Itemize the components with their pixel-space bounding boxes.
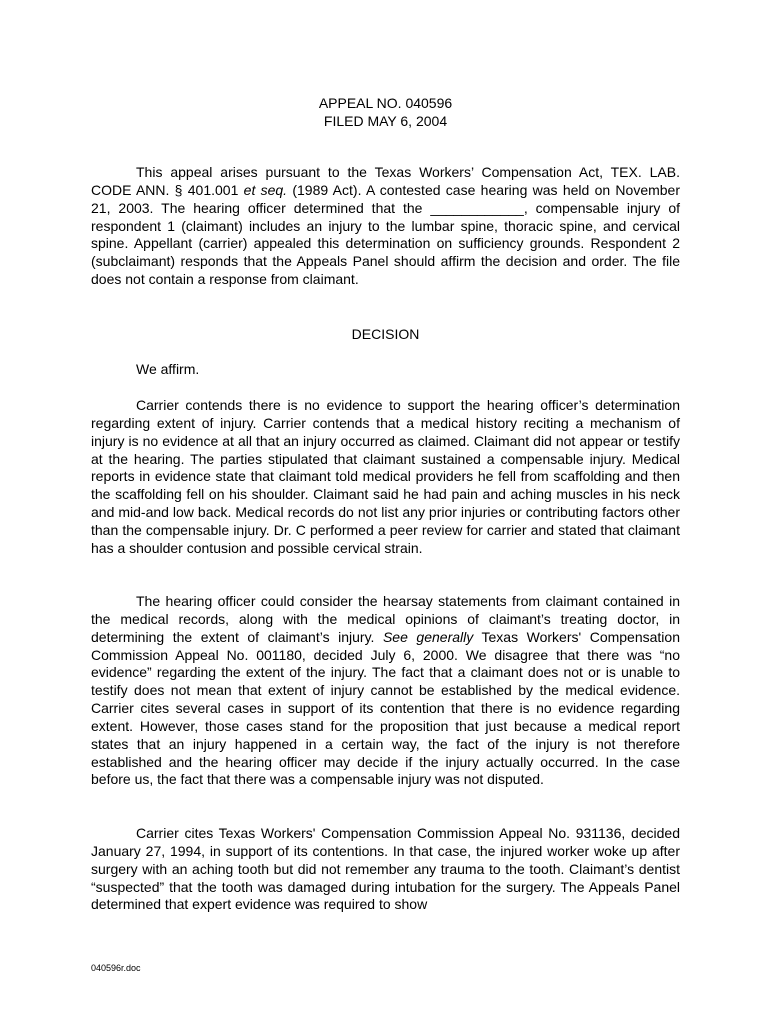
footer-filename: 040596r.doc bbox=[91, 963, 141, 973]
appeal-number: APPEAL NO. 040596 bbox=[318, 95, 453, 111]
intro-italic: et seq. bbox=[243, 181, 288, 198]
intro-text-1: This appeal arises pursuant to the Texas Workers’ Compensation Act, TEX. LAB. CODE ANN. § 401.001 bbox=[91, 164, 680, 198]
carrier-contends-paragraph bbox=[91, 397, 680, 558]
hearsay-text-1: The hearing officer could consider the hearsay statements from claimant contained in the medical records, along with the medical opinions of claimant’s treating doctor, in determining the extent of claimant’s injury. bbox=[91, 593, 680, 645]
hearsay-text-2: Texas Workers' Compensation Commission Appeal No. 001180, decided July 6, 2000. We disagree that there was “no evidence” regarding the extent of the injury. The fact that a claimant does not or is unable to testify does not mean that extent of injury cannot be established by the medical evidence. Carrier cites several cases in support of its contention that there is no evidence regarding extent. However, those cases stand for the proposition that just because a medical report states that an injury happened in a certain way, the fact of the injury is not therefore established and the hearing officer may decide if the injury actually occurred. In the case before us, the fact that there was a compensable injury was not disputed. bbox=[91, 628, 680, 788]
carrier-cites-text: Carrier cites Texas Workers' Compensation Commission Appeal No. 931136, decided January 27, 1994, in support of its contentions. In that case, the injured worker woke up after surgery with an aching tooth but did not remember any trauma to the tooth. Claimant’s dentist “suspected” that the tooth was damaged during intubation for the surgery. The Appeals Panel determined that expert evidence was required to show bbox=[91, 825, 680, 913]
intro-text-2: (1989 Act). A contested case hearing was held on November 21, 2003. The hearing officer determined that the bbox=[91, 181, 680, 216]
decision-heading: DECISION bbox=[351, 326, 420, 342]
intro-paragraph bbox=[91, 164, 680, 289]
hearsay-italic: See generally bbox=[382, 628, 474, 645]
hearsay-paragraph bbox=[91, 593, 680, 789]
document-header bbox=[91, 94, 680, 130]
carrier-cites-paragraph bbox=[91, 825, 680, 914]
affirm-paragraph bbox=[91, 361, 680, 379]
filed-date: FILED MAY 6, 2004 bbox=[323, 113, 448, 129]
intro-text-3: , compensable injury of respondent 1 (claimant) includes an injury to the lumbar spine, thoracic spine, and cervical spine. Appellant (carrier) appealed this determination on sufficiency grounds. Respondent 2 (subclaimant) responds that the Appeals Panel should affirm the decision and order. The file does not contain a response from claimant. bbox=[91, 199, 680, 288]
intro-blank: ____________ bbox=[430, 199, 524, 216]
affirm-text: We affirm. bbox=[136, 361, 200, 377]
carrier-contends-text: Carrier contends there is no evidence to support the hearing officer’s determination regarding extent of injury. Carrier contends that a medical history reciting a mechanism of injury is no evidence at all that an injury occurred as claimed. Claimant did not appear or testify at the hearing. The parties stipulated that claimant sustained a compensable injury. Medical reports in evidence state that claimant told medical providers he fell from scaffolding and then the scaffolding fell on his shoulder. Claimant said he had pain and aching muscles in his neck and mid-and low back. Medical records do not list any prior injuries or contributing factors other than the compensable injury. Dr. C performed a peer review for carrier and stated that claimant has a shoulder contusion and possible cervical strain. bbox=[91, 397, 680, 556]
